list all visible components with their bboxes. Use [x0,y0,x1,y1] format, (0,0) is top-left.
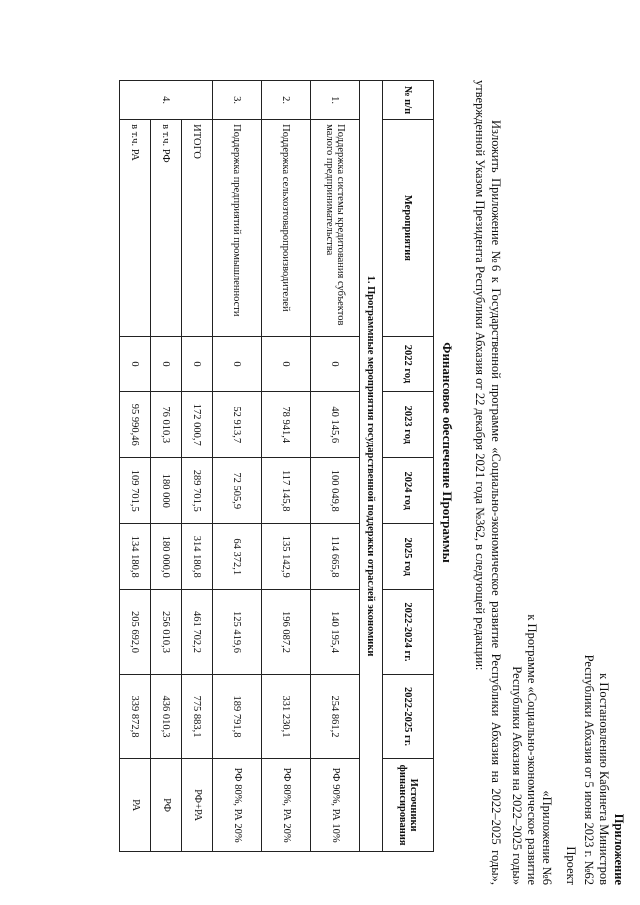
cell-activity: Поддержка сельхозтоваропроизводителей [262,120,311,336]
header-2022: 2022 год [383,336,434,392]
cell-2025: 134 180,8 [120,524,151,590]
table-row [262,81,311,852]
cell-source: РФ 80%, РА 20% [213,759,262,852]
cell-activity: Поддержка системы кредитования субъектов малого предпринимательства [311,120,360,336]
cell-2022-2025: 331 230,1 [262,674,311,759]
cell-2023: 76 010,3 [151,392,182,458]
finance-table [119,80,434,852]
cell-2022: 0 [311,336,360,392]
cell-2025: 135 142,9 [262,524,311,590]
header-sources: Источники финансирования [383,759,434,852]
header-2023: 2023 год [383,392,434,458]
cell-source: РФ+РА [182,759,213,852]
cell-source: РФ 80%, РА 20% [262,759,311,852]
cell-2023: 52 913,7 [213,392,262,458]
section-row [360,81,383,852]
cell-2022: 0 [213,336,262,392]
program-ref-line: Республики Абхазия на 2022–2025 годы» [510,666,524,885]
cell-2022-2025: 254 861,2 [311,674,360,759]
draft-label: Проект [564,846,578,885]
table-header-row [383,81,434,852]
cell-activity: Поддержка предприятий промышленности [213,120,262,336]
cell-2022: 0 [262,336,311,392]
cell-2024: 289 701,5 [182,458,213,524]
table-row [151,81,182,852]
header-activity: Мероприятия [383,120,434,336]
cell-2022-2024: 125 419,6 [213,590,262,675]
cell-2022-2024: 461 702,2 [182,590,213,675]
header-2024: 2024 год [383,458,434,524]
section-title: 1. Программные мероприятия государственной поддержки отраслей экономики [360,81,383,852]
cell-source: РФ 90%, РА 10% [311,759,360,852]
cell-2022-2024: 205 692,0 [120,590,151,675]
table-row [311,81,360,852]
header-2022-2025: 2022-2025 гг. [383,674,434,759]
table-title: Финансовое обеспечение Программы [440,342,455,563]
cell-activity: ИТОГО [182,120,213,336]
program-reference [509,614,554,885]
table-row [213,81,262,852]
appendix-title: Приложение [612,813,626,885]
cell-2024: 109 701,5 [120,458,151,524]
program-ref-line: «Приложение №6 [540,790,554,885]
cell-2022-2025: 775 883,1 [182,674,213,759]
cell-2022-2025: 339 872,8 [120,674,151,759]
cell-num: 1. [311,81,360,120]
cell-2024: 117 145,8 [262,458,311,524]
cell-2022-2025: 436 010,3 [151,674,182,759]
cell-2023: 40 145,6 [311,392,360,458]
cell-activity: в т.ч. РА [120,120,151,336]
appendix-line: к Постановлению Кабинета Министров [597,673,611,885]
cell-2025: 314 180,8 [182,524,213,590]
cell-2025: 180 000,0 [151,524,182,590]
cell-num: 2. [262,81,311,120]
intro-paragraph: Изложить Приложение №6 к Государственной программе «Социально-экономическое развитие Республики Абхазия на 2022–2025 годы», утвержденной Указом Президента Республики Абхазия от 22 декабря 2021 года №362, в следующей редакции: [473,80,503,885]
cell-2022-2024: 140 195,4 [311,590,360,675]
cell-source: РА [120,759,151,852]
appendix-line: Республики Абхазия от 5 июня 2023 г. №62 [582,654,596,885]
cell-num: 3. [213,81,262,120]
header-num: № п/п [383,81,434,120]
cell-2024: 72 505,9 [213,458,262,524]
table-row [120,81,151,852]
cell-2023: 78 941,4 [262,392,311,458]
header-2025: 2025 год [383,524,434,590]
cell-2024: 100 049,8 [311,458,360,524]
appendix-header [581,655,626,885]
cell-2022: 0 [151,336,182,392]
cell-2022: 0 [182,336,213,392]
table-row-total [182,81,213,852]
cell-2025: 114 665,8 [311,524,360,590]
cell-2022: 0 [120,336,151,392]
cell-2023: 172 000,7 [182,392,213,458]
cell-2022-2024: 196 087,2 [262,590,311,675]
cell-source: РФ [151,759,182,852]
cell-2023: 95 990,46 [120,392,151,458]
cell-num: 4. [120,81,213,120]
cell-activity: в т.ч. РФ [151,120,182,336]
cell-2022-2024: 256 010,3 [151,590,182,675]
program-ref-line: к Программе «Социально-экономическое развитие [525,614,539,885]
header-2022-2024: 2022-2024 гг. [383,590,434,675]
cell-2022-2025: 189 791,8 [213,674,262,759]
cell-2024: 180 000 [151,458,182,524]
cell-2025: 64 372,1 [213,524,262,590]
